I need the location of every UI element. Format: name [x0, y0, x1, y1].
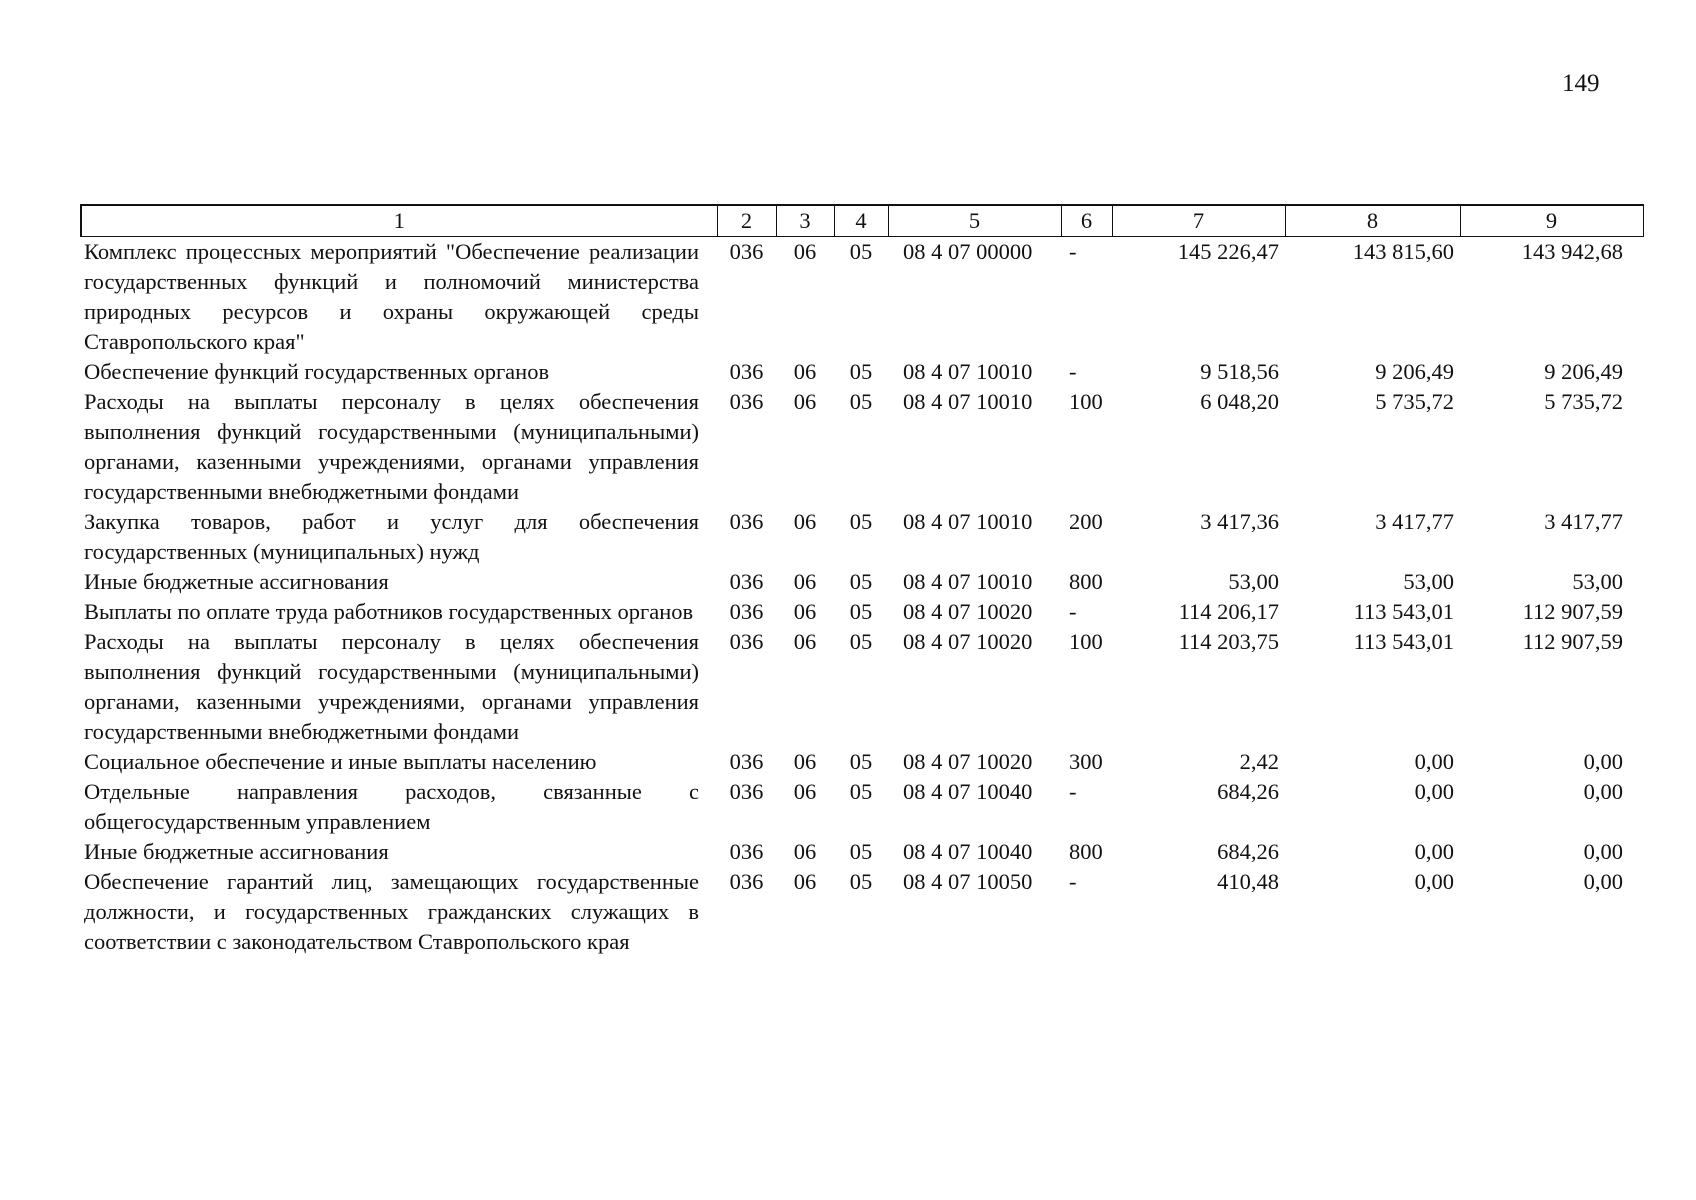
expense-name: Социальное обеспечение и иные выплаты населению [84, 749, 597, 774]
amount-col-9: 112 907,59 [1522, 599, 1623, 624]
amount-col-7: 2,42 [1239, 749, 1279, 774]
column-header-3: 3 [776, 205, 834, 237]
section-code: 06 [793, 509, 817, 534]
expense-name: Обеспечение функций государственных органов [84, 359, 550, 384]
table-header [81, 205, 1643, 237]
ministry-code: 036 [729, 509, 764, 534]
expense-type-code: 100 [1069, 389, 1103, 414]
amount-col-8: 0,00 [1414, 779, 1454, 804]
section-code: 06 [793, 779, 817, 804]
target-article-code: 08 4 07 10020 [903, 629, 1033, 654]
subsection-code: 05 [849, 239, 873, 264]
table-row [81, 747, 1643, 777]
table-body [81, 237, 1643, 958]
table-row [81, 357, 1643, 387]
amount-col-8: 143 815,60 [1352, 239, 1454, 264]
table-row [81, 627, 1643, 747]
ministry-code: 036 [729, 599, 764, 624]
ministry-code: 036 [729, 749, 764, 774]
table-row [81, 867, 1643, 957]
amount-col-8: 0,00 [1414, 839, 1454, 864]
section-code: 06 [793, 569, 817, 594]
expense-type-code: - [1069, 239, 1077, 264]
expense-name: Иные бюджетные ассигнования [84, 569, 389, 594]
amount-col-7: 9 518,56 [1200, 359, 1279, 384]
target-article-code: 08 4 07 10010 [903, 509, 1033, 534]
column-header-4: 4 [834, 205, 888, 237]
column-header-7: 7 [1112, 205, 1285, 237]
section-code: 06 [793, 239, 817, 264]
table-row [81, 387, 1643, 507]
target-article-code: 08 4 07 10050 [903, 869, 1033, 894]
expense-type-code: - [1069, 359, 1077, 384]
ministry-code: 036 [729, 629, 764, 654]
table-row [81, 777, 1643, 837]
amount-col-9: 5 735,72 [1544, 389, 1623, 414]
subsection-code: 05 [849, 779, 873, 804]
expense-type-code: 300 [1069, 749, 1103, 774]
table-row [81, 507, 1643, 567]
amount-col-8: 113 543,01 [1353, 599, 1454, 624]
table-row [81, 597, 1643, 627]
target-article-code: 08 4 07 10010 [903, 389, 1033, 414]
section-code: 06 [793, 389, 817, 414]
subsection-code: 05 [849, 509, 873, 534]
amount-col-9: 0,00 [1583, 779, 1623, 804]
amount-col-8: 9 206,49 [1375, 359, 1454, 384]
ministry-code: 036 [729, 359, 764, 384]
expense-name: Закупка товаров, работ и услуг для обеспечения государственных (муниципальных) нужд [84, 509, 699, 564]
amount-col-9: 0,00 [1583, 839, 1623, 864]
budget-table [80, 204, 1644, 957]
expense-name: Выплаты по оплате труда работников государственных органов [84, 599, 694, 624]
amount-col-8: 3 417,77 [1375, 509, 1454, 534]
subsection-code: 05 [849, 569, 873, 594]
amount-col-9: 0,00 [1583, 869, 1623, 894]
amount-col-9: 3 417,77 [1544, 509, 1623, 534]
expense-type-code: 100 [1069, 629, 1103, 654]
subsection-code: 05 [849, 869, 873, 894]
expense-type-code: - [1069, 779, 1077, 804]
amount-col-7: 684,26 [1217, 779, 1279, 804]
expense-name: Обеспечение гарантий лиц, замещающих государственные должности, и государственных гражданских служащих в соответствии с законодательством Ставропольского края [84, 869, 699, 954]
section-code: 06 [793, 839, 817, 864]
subsection-code: 05 [849, 839, 873, 864]
amount-col-9: 112 907,59 [1522, 629, 1623, 654]
column-header-8: 8 [1285, 205, 1460, 237]
table-row [81, 567, 1643, 597]
amount-col-8: 0,00 [1414, 869, 1454, 894]
section-code: 06 [793, 629, 817, 654]
amount-col-9: 9 206,49 [1544, 359, 1623, 384]
expense-type-code: 800 [1069, 569, 1103, 594]
column-header-6: 6 [1061, 205, 1112, 237]
column-header-1: 1 [81, 205, 717, 237]
ministry-code: 036 [729, 869, 764, 894]
amount-col-7: 3 417,36 [1200, 509, 1279, 534]
table-row [81, 237, 1643, 358]
subsection-code: 05 [849, 599, 873, 624]
table-row [81, 837, 1643, 867]
amount-col-7: 6 048,20 [1200, 389, 1279, 414]
amount-col-7: 145 226,47 [1177, 239, 1279, 264]
amount-col-7: 684,26 [1217, 839, 1279, 864]
column-header-9: 9 [1460, 205, 1643, 237]
ministry-code: 036 [729, 389, 764, 414]
amount-col-7: 410,48 [1217, 869, 1279, 894]
amount-col-7: 114 206,17 [1178, 599, 1279, 624]
amount-col-9: 143 942,68 [1521, 239, 1623, 264]
expense-name: Отдельные направления расходов, связанные с общегосударственным управлением [84, 779, 699, 834]
amount-col-9: 53,00 [1572, 569, 1623, 594]
expense-type-code: - [1069, 869, 1077, 894]
subsection-code: 05 [849, 359, 873, 384]
ministry-code: 036 [729, 779, 764, 804]
amount-col-8: 0,00 [1414, 749, 1454, 774]
page-number: 149 [1562, 70, 1600, 97]
target-article-code: 08 4 07 10010 [903, 359, 1033, 384]
amount-col-8: 113 543,01 [1353, 629, 1454, 654]
amount-col-9: 0,00 [1583, 749, 1623, 774]
column-header-2: 2 [717, 205, 776, 237]
target-article-code: 08 4 07 00000 [903, 239, 1033, 264]
target-article-code: 08 4 07 10020 [903, 749, 1033, 774]
target-article-code: 08 4 07 10020 [903, 599, 1033, 624]
expense-type-code: - [1069, 599, 1077, 624]
section-code: 06 [793, 359, 817, 384]
expense-type-code: 800 [1069, 839, 1103, 864]
subsection-code: 05 [849, 749, 873, 774]
target-article-code: 08 4 07 10040 [903, 779, 1033, 804]
amount-col-7: 53,00 [1228, 569, 1279, 594]
ministry-code: 036 [729, 569, 764, 594]
amount-col-8: 5 735,72 [1375, 389, 1454, 414]
column-header-5: 5 [888, 205, 1061, 237]
expense-name: Расходы на выплаты персоналу в целях обеспечения выполнения функций государственными (муниципальными) органами, казенными учреждениями, органами управления государственными внебюджетными фондами [84, 629, 699, 744]
section-code: 06 [793, 749, 817, 774]
section-code: 06 [793, 599, 817, 624]
expense-type-code: 200 [1069, 509, 1103, 534]
amount-col-8: 53,00 [1403, 569, 1454, 594]
expense-name: Иные бюджетные ассигнования [84, 839, 389, 864]
ministry-code: 036 [729, 839, 764, 864]
header-row [81, 205, 1643, 237]
expense-name: Расходы на выплаты персоналу в целях обеспечения выполнения функций государственными (муниципальными) органами, казенными учреждениями, органами управления государственными внебюджетными фондами [84, 389, 699, 504]
expense-name: Комплекс процессных мероприятий "Обеспечение реализации государственных функций и полномочий министерства природных ресурсов и охраны окружающей среды Ставропольского края" [84, 239, 699, 354]
amount-col-7: 114 203,75 [1178, 629, 1279, 654]
subsection-code: 05 [849, 629, 873, 654]
ministry-code: 036 [729, 239, 764, 264]
target-article-code: 08 4 07 10040 [903, 839, 1033, 864]
target-article-code: 08 4 07 10010 [903, 569, 1033, 594]
subsection-code: 05 [849, 389, 873, 414]
section-code: 06 [793, 869, 817, 894]
